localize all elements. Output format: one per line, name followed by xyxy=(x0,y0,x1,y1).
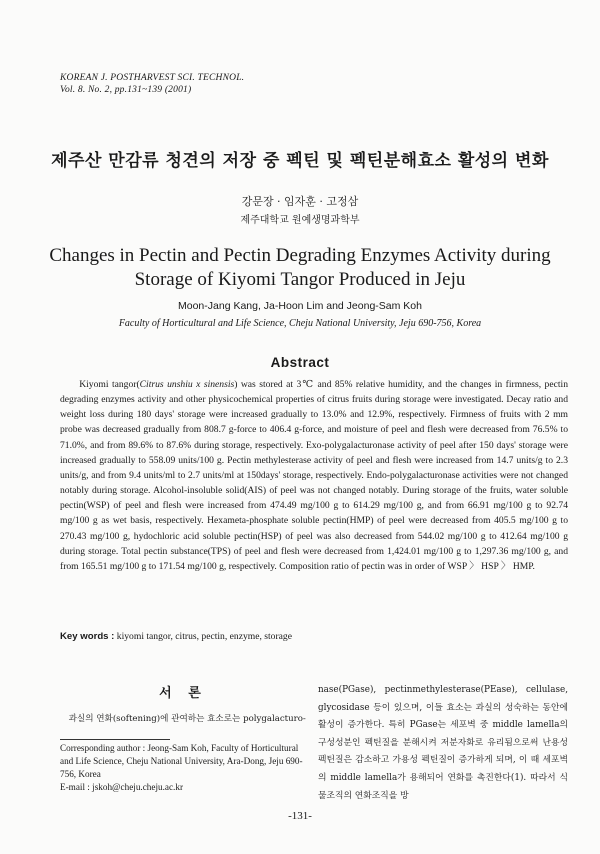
abstract-body xyxy=(60,377,568,574)
intro-right-paragraph: nase(PGase), pectinmethylesterase(PEase), cellulase, glycosidase 등이 있으며, 이들 효소는 과실의 성숙하는 동안에 활성이 증가한다. 특히 PGase는 세포벽 중 middle lamella의 구성성분인 펙틴질을 분해시켜 저분자화로 유리됨으로써 난용성 펙틴질은 감소하고 가용성 펙틴질이 증가하게 되며, 이 때 세포벽의 middle lamella가 용해되어 연화를 촉진한다(1). 따라서 식물조직의 연화조직을 방 xyxy=(318,685,568,801)
intro-right-column xyxy=(318,682,568,805)
footnote-email: E-mail : jskoh@cheju.cheju.ac.kr xyxy=(60,782,184,792)
abstract-paragraph xyxy=(60,377,568,574)
authors-korean: 강문장 · 임자훈 · 고정삼 xyxy=(241,195,359,208)
abstract-text-2: ) was stored at 3℃ and 85% relative humidity, and the changes in firmness, pectin degrading enzymes activity and other physicochemical properties of citrus fruits during storage were investigated. Decay ratio and weight loss during 180 days' storage were increased gradually to 13.0% and 12.9%, respectively. Firmness of fruits with 2 mm probe was decreased gradually from 808.7 g-force to 406.4 g-force, and moisture of peel and flesh were decreased from 76.5% to 71.0%, and from 89.6% to 87.6% during storage, respectively. Exo-polygalacturonase activity of peel after 150 days' storage were increased gradually to 558.09 units/100 g. Pectin methylesterase activity of peel and flesh were increased from 14.7 units/g to 2.3 units/g, and from 9.4 units/ml to 2.7 units/ml at 150days' storage, respectively. Endo-polygalacturonase activities were not changed notably during storage. Alcohol-insoluble solid(AIS) of peel was not changed notably. During storage of the fruits, water soluble pectin(WSP) of peel and flesh were increased from 474.49 mg/100 g to 614.29 mg/100 g, and from 66.91 mg/100 g to 92.74 mg/100 g as wet basis, respectively. Hexameta-phosphate soluble pectin(HMP) of peel were decreased from 405.5 mg/100 g to 270.43 mg/100 g, hydochloric acid soluble pectin(HSP) of peel was also decreased from 544.02 mg/100 g to 412.64 mg/100 g during storage. Total pectin substance(TPS) of peel and flesh were decreased from 1,424.01 mg/100 g to 1,297.36 mg/100 g, and from 165.51 mg/100 g to 171.54 mg/100 g, respectively. Composition ratio of pectin was in order of WSP 〉 HSP 〉 HMP. xyxy=(60,379,568,572)
footnote-divider xyxy=(60,739,170,740)
title-korean: 제주산 만감류 청견의 저장 중 펙틴 및 펙틴분해효소 활성의 변화 xyxy=(51,151,549,171)
intro-left-column: 과실의 연화(softening)에 관여하는 효소로는 polygalacturo- xyxy=(68,714,306,724)
affiliation-english: Faculty of Horticultural and Life Science, Cheju National University, Jeju 690-756, Korea xyxy=(118,318,482,329)
footnote-corresponding-author: Corresponding author : Jeong-Sam Koh, Faculty of Horticultural and Life Science, Cheju National University, Ara-Dong, Jeju 690-756, Korea xyxy=(60,743,303,779)
journal-volume: Vol. 8. No. 2, pp.131~139 (2001) xyxy=(60,85,192,95)
keywords-label: Key words : xyxy=(60,631,115,642)
keywords-text: kiyomi tangor, citrus, pectin, enzyme, storage xyxy=(116,631,292,642)
keywords xyxy=(60,631,292,642)
footnote xyxy=(60,742,306,794)
title-english-line2: Storage of Kiyomi Tangor Produced in Jeju xyxy=(134,269,466,290)
title-english-line1: Changes in Pectin and Pectin Degrading Enzymes Activity during xyxy=(49,245,551,266)
journal-header xyxy=(60,72,244,96)
authors-english: Moon-Jang Kang, Ja-Hoon Lim and Jeong-Sam Koh xyxy=(178,300,422,312)
journal-name: KOREAN J. POSTHARVEST SCI. TECHNOL. xyxy=(60,73,245,83)
page-number: -131- xyxy=(288,810,312,822)
abstract-heading: Abstract xyxy=(270,355,330,370)
affiliation-korean: 제주대학교 원예생명과학부 xyxy=(240,215,360,226)
title-english xyxy=(40,244,560,292)
section-heading-introduction: 서 론 xyxy=(159,686,207,701)
species-name: Citrus unshiu x sinensis xyxy=(139,379,235,390)
abstract-text-1: Kiyomi tangor( xyxy=(79,379,140,390)
